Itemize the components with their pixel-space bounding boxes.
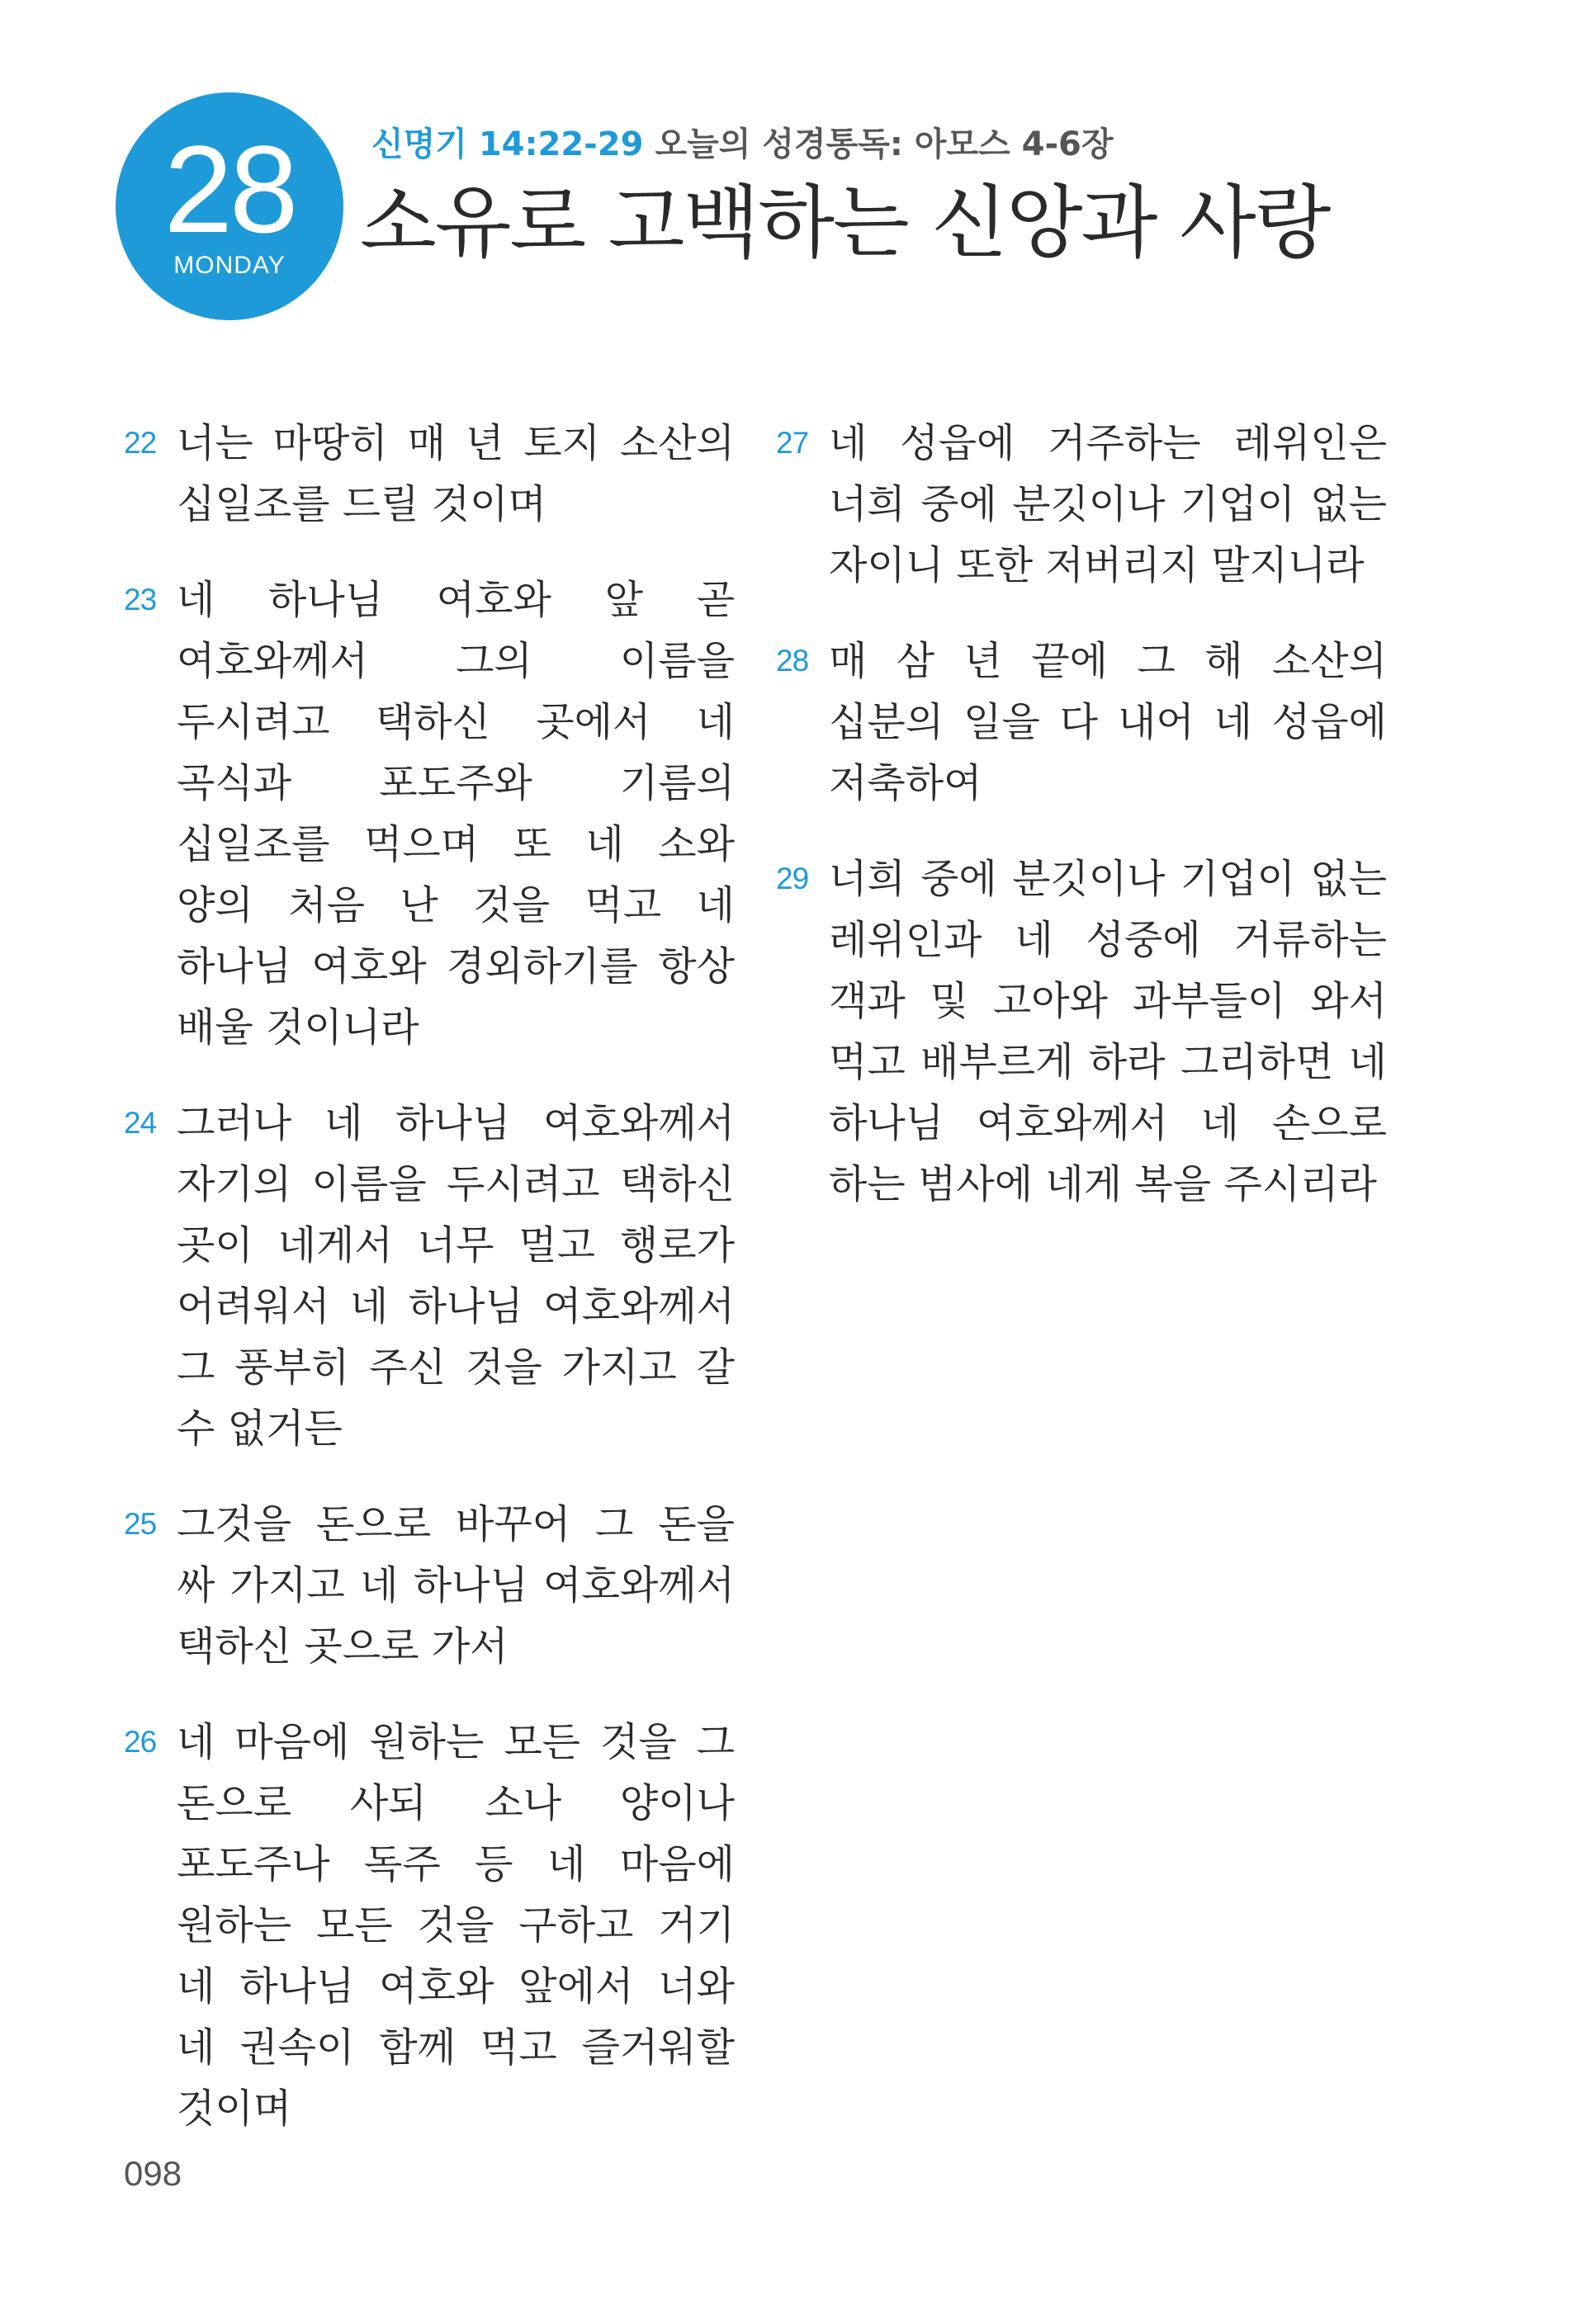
verse [124,569,735,1058]
verse [124,1712,735,2139]
verse-text: 그러나 네 하나님 여호와께서 자기의 이름을 두시려고 택하신 곳이 네게서 너무 멀고 행로가 어려워서 네 하나님 여호와께서 그 풍부히 주신 것을 가지고 갈 수 없거든 [177,1100,735,1452]
verse-text: 매 삼 년 끝에 그 해 소산의 십분의 일을 다 내어 네 성읍에 저축하여 [829,638,1387,806]
verse [124,413,735,535]
day-badge [116,92,343,320]
verse-number: 25 [124,1507,157,1541]
weekday-label: MONDAY [173,252,286,279]
reading-plan: 오늘의 성경통독: 아모스 4-6장 [655,125,1114,163]
right-column [776,413,1387,1249]
verse-number: 29 [776,862,809,895]
left-column [124,413,735,2174]
verse-number: 28 [776,644,809,678]
verse [776,631,1387,814]
subtitle [371,124,1114,165]
verse [776,413,1387,596]
verse-number: 23 [124,583,157,616]
verse-text: 네 하나님 여호와 앞 곧 여호와께서 그의 이름을 두시려고 택하신 곳에서 네 곡식과 포도주와 기름의 십일조를 먹으며 또 네 소와 양의 처음 난 것을 먹고 네 하나님 여호와 경외하기를 항상 배울 것이니라 [177,577,735,1051]
verse-number: 22 [124,426,157,460]
verse-text: 너희 중에 분깃이나 기업이 없는 레위인과 네 성중에 거류하는 객과 및 고아와 과부들이 와서 먹고 배부르게 하라 그리하면 네 하나님 여호와께서 네 손으로 하는 범사에 네게 복을 주시리라 [829,856,1387,1207]
verse-number: 24 [124,1106,157,1140]
verse-number: 26 [124,1725,157,1759]
verse [124,1494,735,1677]
verse [776,848,1387,1215]
verse-text: 너는 마땅히 매 년 토지 소산의 십일조를 드릴 것이며 [177,420,735,527]
day-number: 28 [163,120,296,258]
verse-text: 네 성읍에 거주하는 레위인은 너희 중에 분깃이나 기업이 없는 자이니 또한 저버리지 말지니라 [829,420,1387,588]
page-number: 098 [124,2154,182,2193]
verse-number: 27 [776,426,809,460]
scripture-reference: 신명기 14:22-29 [371,125,644,163]
verse [124,1093,735,1459]
verse-text: 그것을 돈으로 바꾸어 그 돈을 싸 가지고 네 하나님 여호와께서 택하신 곳으로 가서 [177,1501,735,1670]
verse-text: 네 마음에 원하는 모든 것을 그 돈으로 사되 소나 양이나 포도주나 독주 등 네 마음에 원하는 모든 것을 구하고 거기 네 하나님 여호와 앞에서 너와 네 권속이 함께 먹고 즐거워할 것이며 [177,1719,735,2132]
page-title: 소유로 고백하는 신앙과 사랑 [360,177,1330,269]
